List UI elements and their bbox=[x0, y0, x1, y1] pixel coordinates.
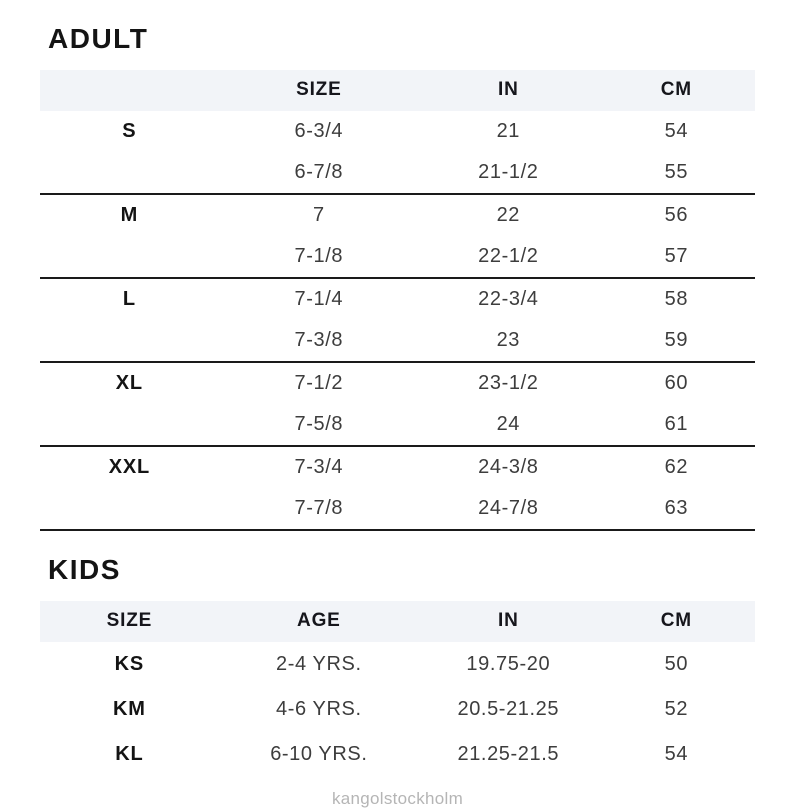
kids-section-title: KIDS bbox=[48, 553, 121, 585]
adult-table-header-row bbox=[40, 70, 755, 111]
table-row bbox=[40, 404, 755, 445]
kids-table-header-row bbox=[40, 601, 755, 642]
column-header-in: IN bbox=[498, 79, 519, 101]
cm-cell: 57 bbox=[664, 244, 689, 267]
inches-cell: 20.5-21.25 bbox=[457, 697, 560, 720]
hat-size-cell: 7-7/8 bbox=[294, 496, 344, 519]
age-cell: 6-10 YRS. bbox=[270, 742, 368, 765]
inches-cell: 24-7/8 bbox=[478, 496, 539, 519]
cm-cell: 50 bbox=[664, 652, 689, 675]
cm-cell: 59 bbox=[664, 328, 689, 351]
size-label: XXL bbox=[108, 455, 151, 478]
cm-cell: 63 bbox=[664, 496, 689, 519]
cm-cell: 54 bbox=[664, 742, 689, 765]
inches-cell: 19.75-20 bbox=[466, 652, 551, 675]
hat-size-cell: 7-3/8 bbox=[294, 328, 344, 351]
column-header-size: SIZE bbox=[296, 79, 342, 101]
cm-cell: 52 bbox=[664, 697, 689, 720]
cm-cell: 54 bbox=[664, 119, 689, 142]
inches-cell: 23 bbox=[496, 328, 521, 351]
hat-size-cell: 7-5/8 bbox=[294, 412, 344, 435]
column-header-cm: CM bbox=[660, 610, 692, 632]
size-label: KM bbox=[113, 697, 146, 720]
inches-cell: 21 bbox=[496, 119, 521, 142]
table-row bbox=[40, 642, 755, 687]
table-row bbox=[40, 195, 755, 236]
inches-cell: 22-1/2 bbox=[478, 244, 539, 267]
table-row bbox=[40, 687, 755, 732]
size-label: L bbox=[122, 287, 136, 310]
cm-cell: 55 bbox=[664, 160, 689, 183]
size-group-xl bbox=[40, 363, 755, 447]
inches-cell: 22-3/4 bbox=[478, 287, 539, 310]
hat-size-cell: 6-7/8 bbox=[294, 160, 344, 183]
inches-cell: 22 bbox=[496, 203, 521, 226]
size-group-s bbox=[40, 111, 755, 195]
age-cell: 2-4 YRS. bbox=[276, 652, 362, 675]
size-group-xxl bbox=[40, 447, 755, 531]
hat-size-cell: 7-1/8 bbox=[294, 244, 344, 267]
inches-cell: 24 bbox=[496, 412, 521, 435]
size-label: XL bbox=[115, 371, 143, 394]
inches-cell: 24-3/8 bbox=[478, 455, 539, 478]
hat-size-cell: 7-1/2 bbox=[294, 371, 344, 394]
table-row bbox=[40, 279, 755, 320]
table-row bbox=[40, 488, 755, 529]
table-row bbox=[40, 236, 755, 277]
table-row bbox=[40, 363, 755, 404]
size-label: KL bbox=[115, 742, 144, 765]
age-cell: 4-6 YRS. bbox=[276, 697, 362, 720]
hat-size-cell: 7-1/4 bbox=[294, 287, 344, 310]
watermark-text: kangolstockholm bbox=[331, 788, 464, 808]
cm-cell: 58 bbox=[664, 287, 689, 310]
table-row bbox=[40, 732, 755, 777]
column-header-size: SIZE bbox=[106, 610, 153, 632]
inches-cell: 23-1/2 bbox=[478, 371, 539, 394]
inches-cell: 21.25-21.5 bbox=[457, 742, 560, 765]
cm-cell: 60 bbox=[664, 371, 689, 394]
cm-cell: 61 bbox=[664, 412, 689, 435]
table-row bbox=[40, 111, 755, 152]
table-row bbox=[40, 320, 755, 361]
hat-size-cell: 7-3/4 bbox=[294, 455, 344, 478]
cm-cell: 56 bbox=[664, 203, 689, 226]
table-row bbox=[40, 152, 755, 193]
column-header-age: AGE bbox=[297, 610, 341, 632]
hat-size-cell: 7 bbox=[312, 203, 325, 226]
adult-size-table bbox=[40, 70, 755, 531]
kids-size-table bbox=[40, 601, 755, 777]
adult-section-title: ADULT bbox=[48, 23, 149, 54]
table-row bbox=[40, 447, 755, 488]
size-group-m bbox=[40, 195, 755, 279]
column-header-in: IN bbox=[498, 610, 519, 632]
size-label: S bbox=[122, 119, 137, 142]
size-group-l bbox=[40, 279, 755, 363]
inches-cell: 21-1/2 bbox=[478, 160, 539, 183]
cm-cell: 62 bbox=[664, 455, 689, 478]
size-label: M bbox=[120, 203, 139, 226]
hat-size-cell: 6-3/4 bbox=[294, 119, 344, 142]
size-label: KS bbox=[114, 652, 145, 675]
column-header-cm: CM bbox=[660, 79, 692, 101]
